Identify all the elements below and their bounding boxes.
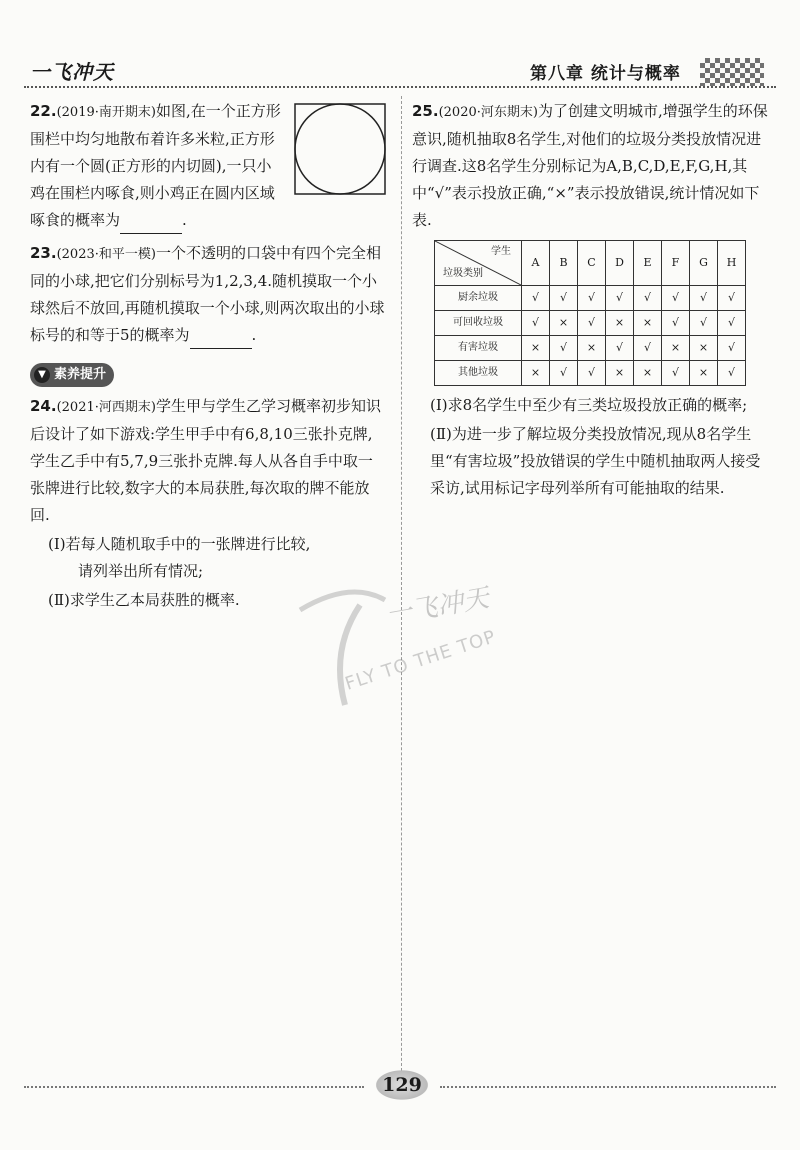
table-cell: × — [550, 311, 578, 336]
sub-question-2: (Ⅱ)求学生乙本局获胜的概率. — [48, 591, 240, 609]
column-header: A — [522, 241, 550, 286]
table-cell: √ — [578, 286, 606, 311]
table-cell: √ — [634, 286, 662, 311]
table-header-row — [435, 241, 746, 286]
row-label: 有害垃圾 — [435, 336, 522, 361]
sub-question-1-cont: 请列举出所有情况; — [78, 562, 204, 580]
problem-22-body — [30, 98, 285, 234]
table-cell: √ — [662, 361, 690, 386]
problem-source: (2019·南开期末) — [56, 105, 156, 120]
table-cell: √ — [550, 361, 578, 386]
problem-number: 23. — [30, 244, 57, 262]
column-header: C — [578, 241, 606, 286]
table-cell: √ — [662, 286, 690, 311]
problem-23 — [30, 240, 385, 349]
checker-decoration — [700, 58, 764, 86]
corner-bottom-label: 垃圾类别 — [443, 268, 483, 279]
table-cell: √ — [606, 336, 634, 361]
table-cell: √ — [550, 336, 578, 361]
table-cell: √ — [578, 361, 606, 386]
table-cell: √ — [578, 311, 606, 336]
table-row — [435, 311, 746, 336]
column-header: B — [550, 241, 578, 286]
table-cell: × — [662, 336, 690, 361]
table-cell: × — [690, 361, 718, 386]
problem-text: 一个不透明的口袋中有四个完全相同的小球,把它们分别标号为1,2,3,4.随机摸取一个小球然后不放回,再随机摸取一个小球,则两次取出的小球标号的和等于5的概率为 — [30, 244, 385, 344]
table-cell: √ — [522, 311, 550, 336]
problem-text: 为了创建文明城市,增强学生的环保意识,随机抽取8名学生,对他们的垃圾分类投放情况进行调查.这8名学生分别标记为A,B,C,D,E,F,G,H,其中“√”表示投放正确,“×”表示投放错误,统计情况如下表. — [412, 102, 768, 229]
row-label: 其他垃圾 — [435, 361, 522, 386]
column-header: G — [690, 241, 718, 286]
problem-25 — [412, 98, 772, 502]
problem-number: 22. — [30, 102, 57, 120]
column-header: D — [606, 241, 634, 286]
table-cell: √ — [690, 286, 718, 311]
table-cell: × — [606, 311, 634, 336]
brand-logo-text: 一飞冲天 — [30, 60, 114, 84]
square-circle-figure — [293, 102, 387, 196]
sub-question-2: (Ⅱ)为进一步了解垃圾分类投放情况,现从8名学生里“有害垃圾”投放错误的学生中随机抽取两人接受采访,试用标记字母列举所有可能抽取的结果. — [430, 425, 761, 497]
table-cell: √ — [606, 286, 634, 311]
arrow-down-icon: ▼ — [34, 367, 50, 383]
answer-blank[interactable] — [190, 330, 252, 349]
section-label: 素养提升 — [54, 367, 107, 382]
table-cell: √ — [718, 336, 746, 361]
left-column — [30, 98, 385, 620]
table-row — [435, 336, 746, 361]
problem-22 — [30, 98, 385, 234]
watermark-swoosh — [290, 580, 390, 710]
row-label: 厨余垃圾 — [435, 286, 522, 311]
table-corner-cell — [435, 241, 522, 286]
table-cell: √ — [718, 361, 746, 386]
problem-text: 如图,在一个正方形围栏中均匀地散布着许多米粒,正方形内有一个圆(正方形的内切圆),一只小鸡在围栏内啄食,则小鸡正在圆内区域啄食的概率为 — [30, 102, 281, 229]
answer-blank[interactable] — [120, 215, 182, 234]
table-row — [435, 361, 746, 386]
table-cell: × — [522, 336, 550, 361]
header-divider — [24, 86, 776, 88]
problem-number: 25. — [412, 102, 439, 120]
column-header: H — [718, 241, 746, 286]
page-number: 129 — [372, 1068, 432, 1102]
table-cell: √ — [662, 311, 690, 336]
footer-divider-left — [24, 1086, 364, 1088]
table-row — [435, 286, 746, 311]
watermark — [290, 580, 530, 720]
column-header: F — [662, 241, 690, 286]
table-cell: × — [634, 311, 662, 336]
table-cell: √ — [522, 286, 550, 311]
row-label: 可回收垃圾 — [435, 311, 522, 336]
problem-text: 学生甲与学生乙学习概率初步知识后设计了如下游戏:学生甲手中有6,8,10三张扑克牌,学生乙手中有5,7,9三张扑克牌.每人从各自手中取一张牌进行比较,数字大的本局获胜,每次取的牌不能放回. — [30, 397, 381, 524]
problem-number: 24. — [30, 397, 57, 415]
column-header: E — [634, 241, 662, 286]
footer-divider-right — [440, 1086, 776, 1088]
table-cell: × — [522, 361, 550, 386]
punctuation: . — [182, 211, 187, 229]
table-cell: × — [578, 336, 606, 361]
table-cell: × — [690, 336, 718, 361]
problem-source: (2021·河西期末) — [56, 400, 156, 415]
table-cell: √ — [690, 311, 718, 336]
sub-question-1: (Ⅰ)求8名学生中至少有三类垃圾投放正确的概率; — [430, 396, 748, 414]
punctuation: . — [251, 326, 257, 344]
table-cell: × — [634, 361, 662, 386]
chapter-title: 第八章 统计与概率 — [530, 64, 681, 84]
table-cell: √ — [718, 286, 746, 311]
problem-source: (2023·和平一模) — [56, 247, 156, 262]
right-column — [412, 98, 772, 508]
sorting-table — [434, 240, 746, 386]
problem-source: (2020·河东期末) — [438, 105, 538, 120]
table-cell: √ — [634, 336, 662, 361]
corner-top-label: 学生 — [491, 246, 511, 257]
watermark-cn: 一飞冲天 — [383, 583, 492, 631]
section-badge — [30, 363, 114, 387]
sub-question-1: (Ⅰ)若每人随机取手中的一张牌进行比较, — [48, 535, 311, 553]
table-cell: × — [606, 361, 634, 386]
watermark-en: FLY TO THE TOP — [342, 626, 499, 695]
table-cell: √ — [718, 311, 746, 336]
table-cell: √ — [550, 286, 578, 311]
